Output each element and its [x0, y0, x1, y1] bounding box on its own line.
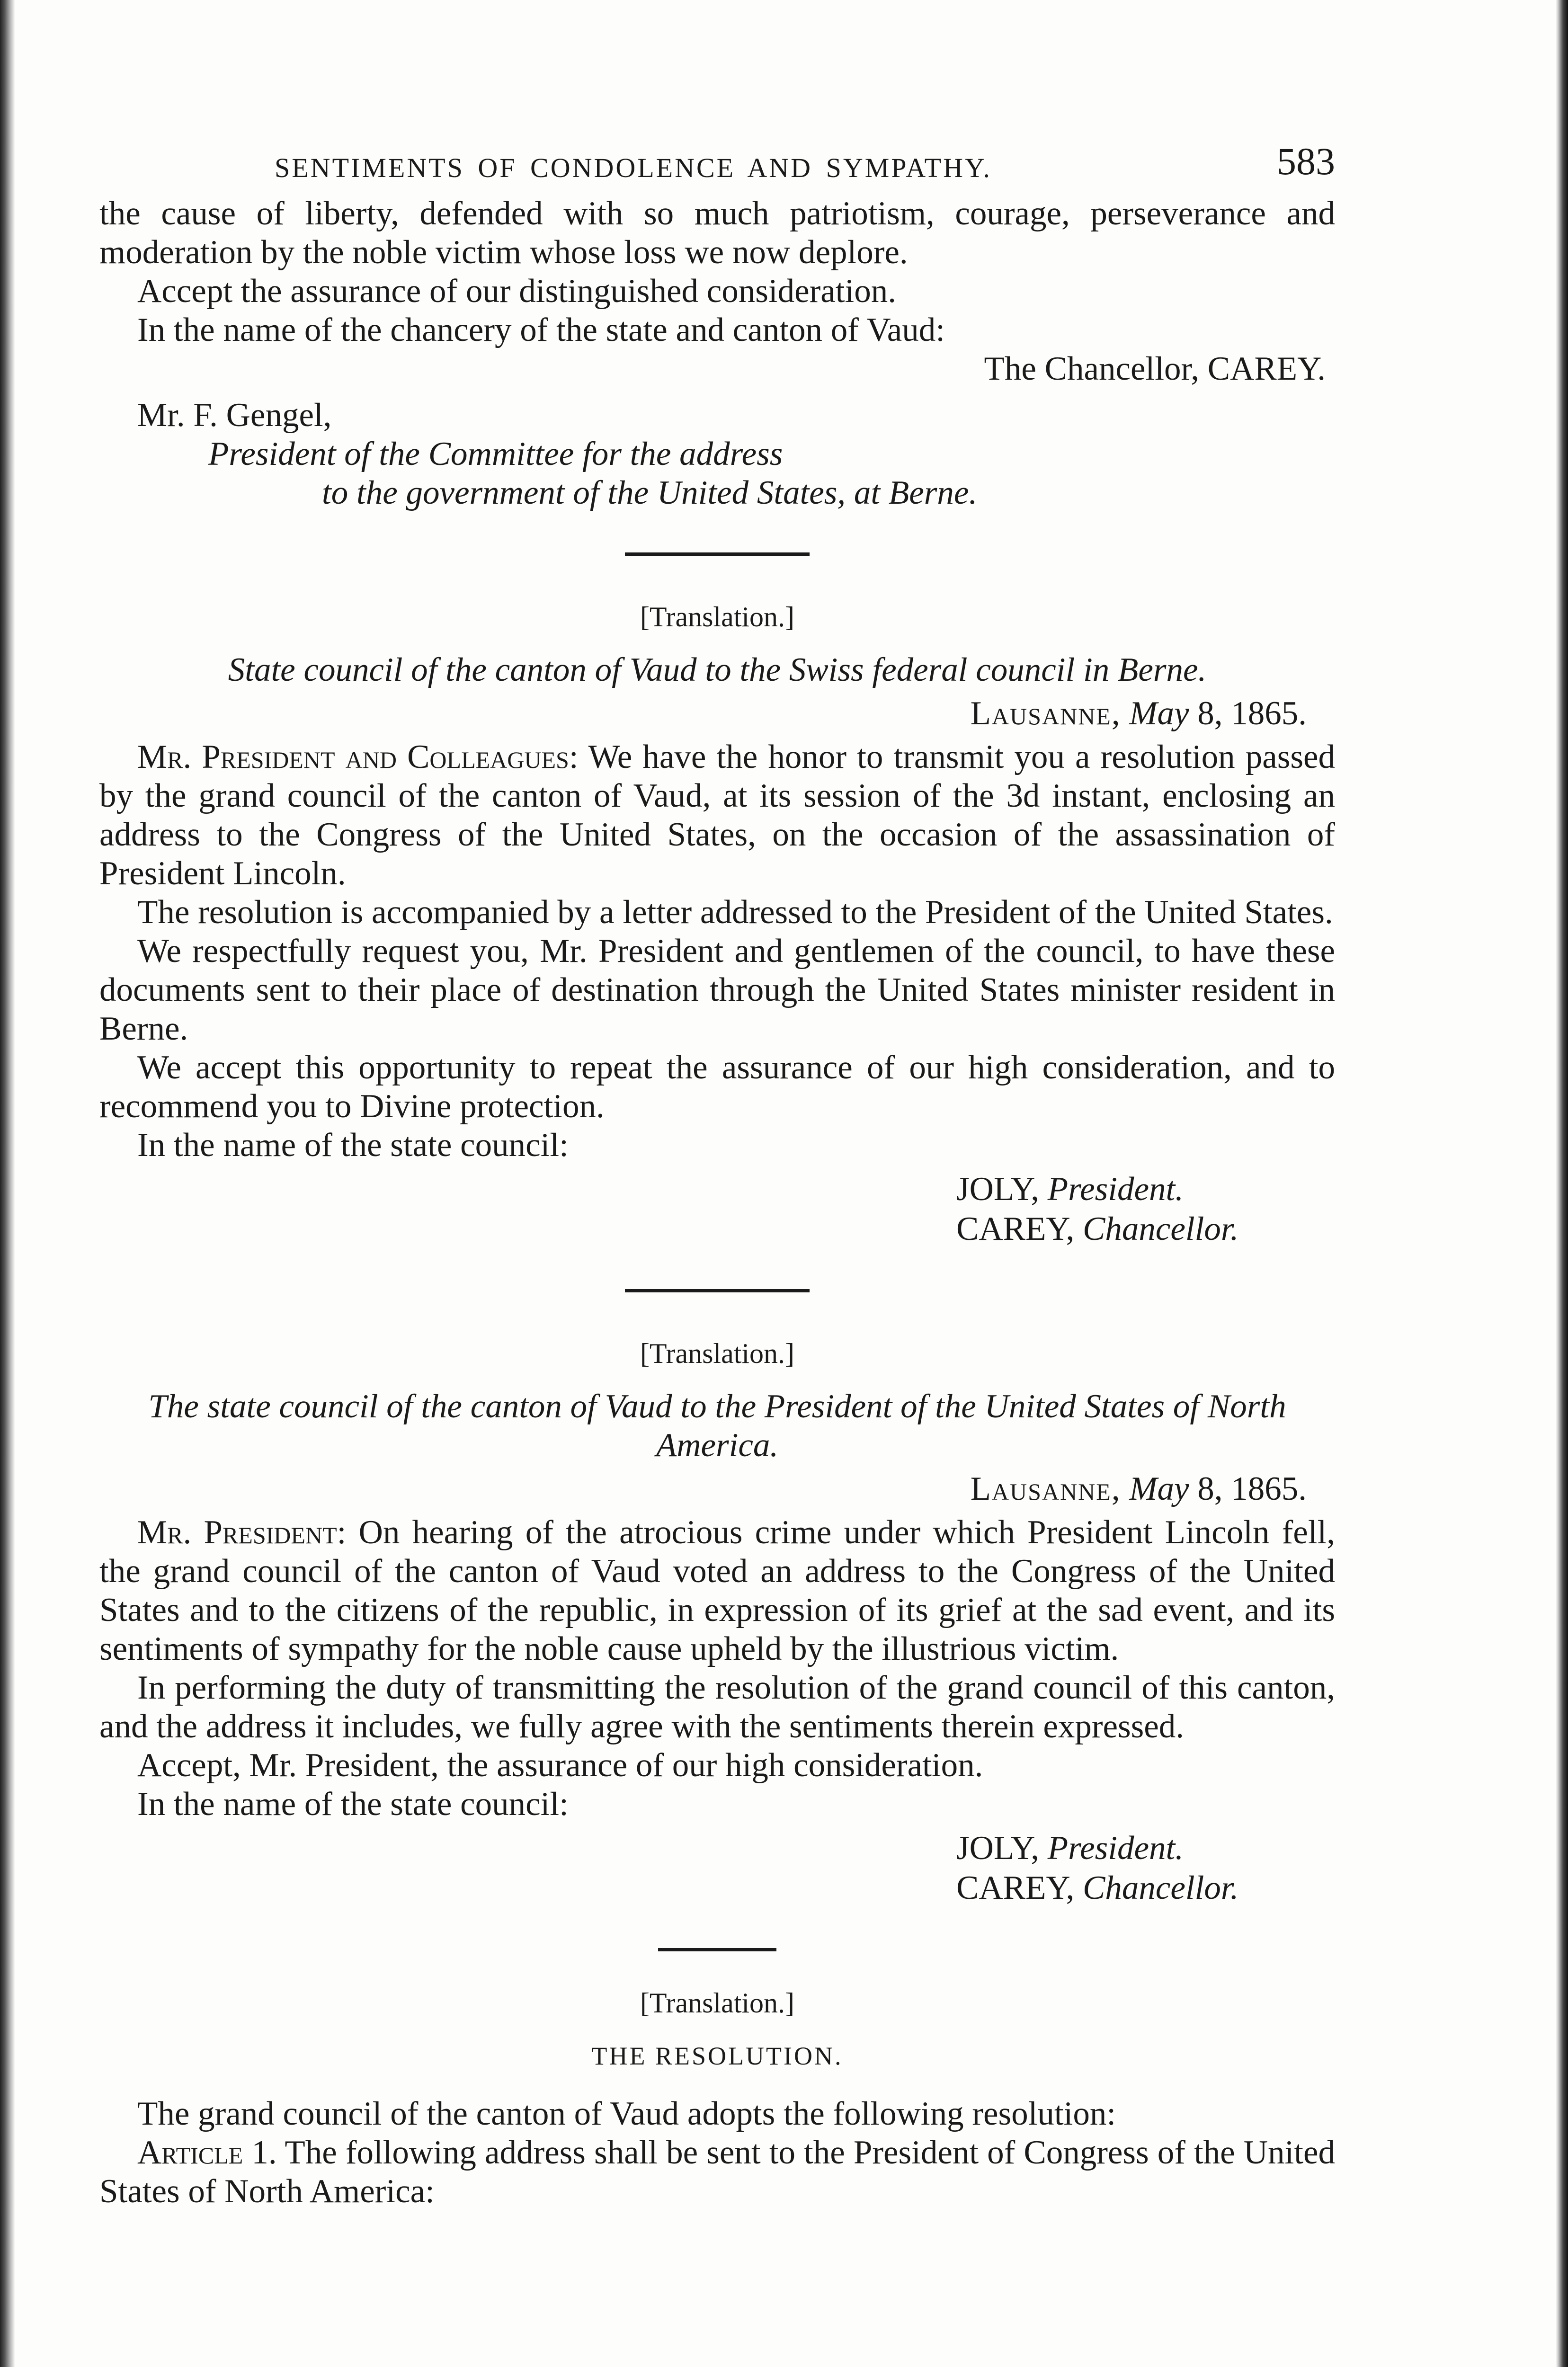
paragraph: the cause of liberty, defended with so much patriotism, courage, perseverance and moderation by the noble victim whose loss we now deplore. [99, 195, 1335, 271]
resolution-section [99, 1984, 1335, 2211]
dateline [99, 694, 1307, 733]
date-place: Lausanne, [970, 695, 1121, 732]
signer [956, 1209, 1335, 1249]
scan-edge-left [0, 0, 15, 2367]
translation-note: [Translation.] [640, 1338, 795, 1369]
signer-name: CAREY, [956, 1210, 1075, 1247]
date-month: May [1129, 695, 1189, 732]
document-page [99, 142, 1335, 2211]
paragraph: We respectfully request you, Mr. President and gentlemen of the council, to have these documents sent to their place of destination through the United States minister resident in Berne. [99, 933, 1335, 1047]
running-head-title: SENTIMENTS OF CONDOLENCE AND SYMPATHY. [275, 152, 992, 183]
salutation: Mr. President and Colleagues: [137, 739, 579, 775]
section-rule [658, 1948, 776, 1951]
translation-note: [Translation.] [640, 1987, 795, 2019]
paragraph [99, 2133, 1335, 2211]
signer [956, 1169, 1335, 1209]
letter-heading: The state council of the canton of Vaud to the President of the United States of North America. [148, 1388, 1286, 1464]
addressee-title-cont: to the government of the United States, at Berne. [322, 474, 978, 511]
addressee-name: Mr. F. Gengel, [137, 397, 332, 434]
addressee-block [99, 396, 1335, 512]
signer-title: President. [1047, 1171, 1184, 1208]
paragraph [99, 1513, 1335, 1668]
article-label: Article 1. [137, 2134, 277, 2171]
section-rule [625, 1289, 810, 1292]
paragraph: In performing the duty of transmitting the resolution of the grand council of this canton, and the address it includes, we fully agree with the sentiments therein expressed. [99, 1669, 1335, 1745]
signer-title: Chancellor. [1082, 1869, 1239, 1906]
page-number: 583 [1277, 140, 1335, 183]
date-place: Lausanne, [970, 1470, 1121, 1507]
paragraph [99, 738, 1335, 893]
paragraph: The resolution is accompanied by a letter addressed to the President of the United States. [137, 894, 1333, 931]
signature: The Chancellor, CAREY. [984, 350, 1326, 387]
paragraph: In the name of the state council: [137, 1786, 569, 1823]
signers [956, 1828, 1335, 1908]
resolution-title: THE RESOLUTION. [591, 2042, 843, 2070]
signer [956, 1828, 1335, 1868]
signer-name: JOLY, [956, 1171, 1040, 1208]
section-rule [625, 552, 810, 556]
signer-name: JOLY, [956, 1830, 1040, 1867]
paragraph-text: On hearing of the atrocious crime under which President Lincoln fell, the grand council of the canton of Vaud voted an address to the Congress of the United States and to the citizens of the republic, in expression of its grief at the sad event, and its sentiments of sympathy for the noble cause upheld by the illustrious victim. [99, 1514, 1336, 1667]
article-text: The following address shall be sent to the President of Congress of the United States of North America: [99, 2134, 1335, 2210]
paragraph: In the name of the state council: [137, 1127, 569, 1164]
signers [956, 1169, 1335, 1249]
addressee-title: President of the Committee for the address [208, 436, 783, 472]
signer-title: Chancellor. [1082, 1210, 1239, 1247]
scan-edge-right [1556, 0, 1568, 2367]
date-month: May [1129, 1470, 1189, 1507]
signer-title: President. [1047, 1830, 1184, 1867]
letter-us-president [99, 1334, 1335, 1908]
date-rest: 8, 1865. [1197, 695, 1307, 732]
paragraph: Accept the assurance of our distinguished consideration. [137, 273, 896, 310]
date-rest: 8, 1865. [1197, 1470, 1307, 1507]
letter-heading: State council of the canton of Vaud to the Swiss federal council in Berne. [228, 651, 1207, 688]
signer-name: CAREY, [956, 1869, 1075, 1906]
running-head [99, 142, 1335, 194]
letter-continuation [99, 194, 1335, 512]
paragraph: We accept this opportunity to repeat the assurance of our high consideration, and to recommend you to Divine protection. [99, 1049, 1335, 1125]
paragraph: The grand council of the canton of Vaud adopts the following resolution: [137, 2095, 1116, 2132]
letter-federal-council [99, 597, 1335, 1249]
paragraph-text: We have the honor to transmit you a resolution passed by the grand council of the canton of Vaud, at its session of the 3d instant, enclosing an address to the Congress of the United States, on the occasion of the assassination of President Lincoln. [99, 739, 1336, 892]
paragraph: In the name of the chancery of the state and canton of Vaud: [137, 311, 945, 348]
dateline [99, 1469, 1307, 1508]
salutation: Mr. President: [137, 1514, 347, 1551]
signer [956, 1868, 1335, 1908]
translation-note: [Translation.] [640, 601, 795, 632]
paragraph: Accept, Mr. President, the assurance of our high consideration. [137, 1747, 983, 1784]
